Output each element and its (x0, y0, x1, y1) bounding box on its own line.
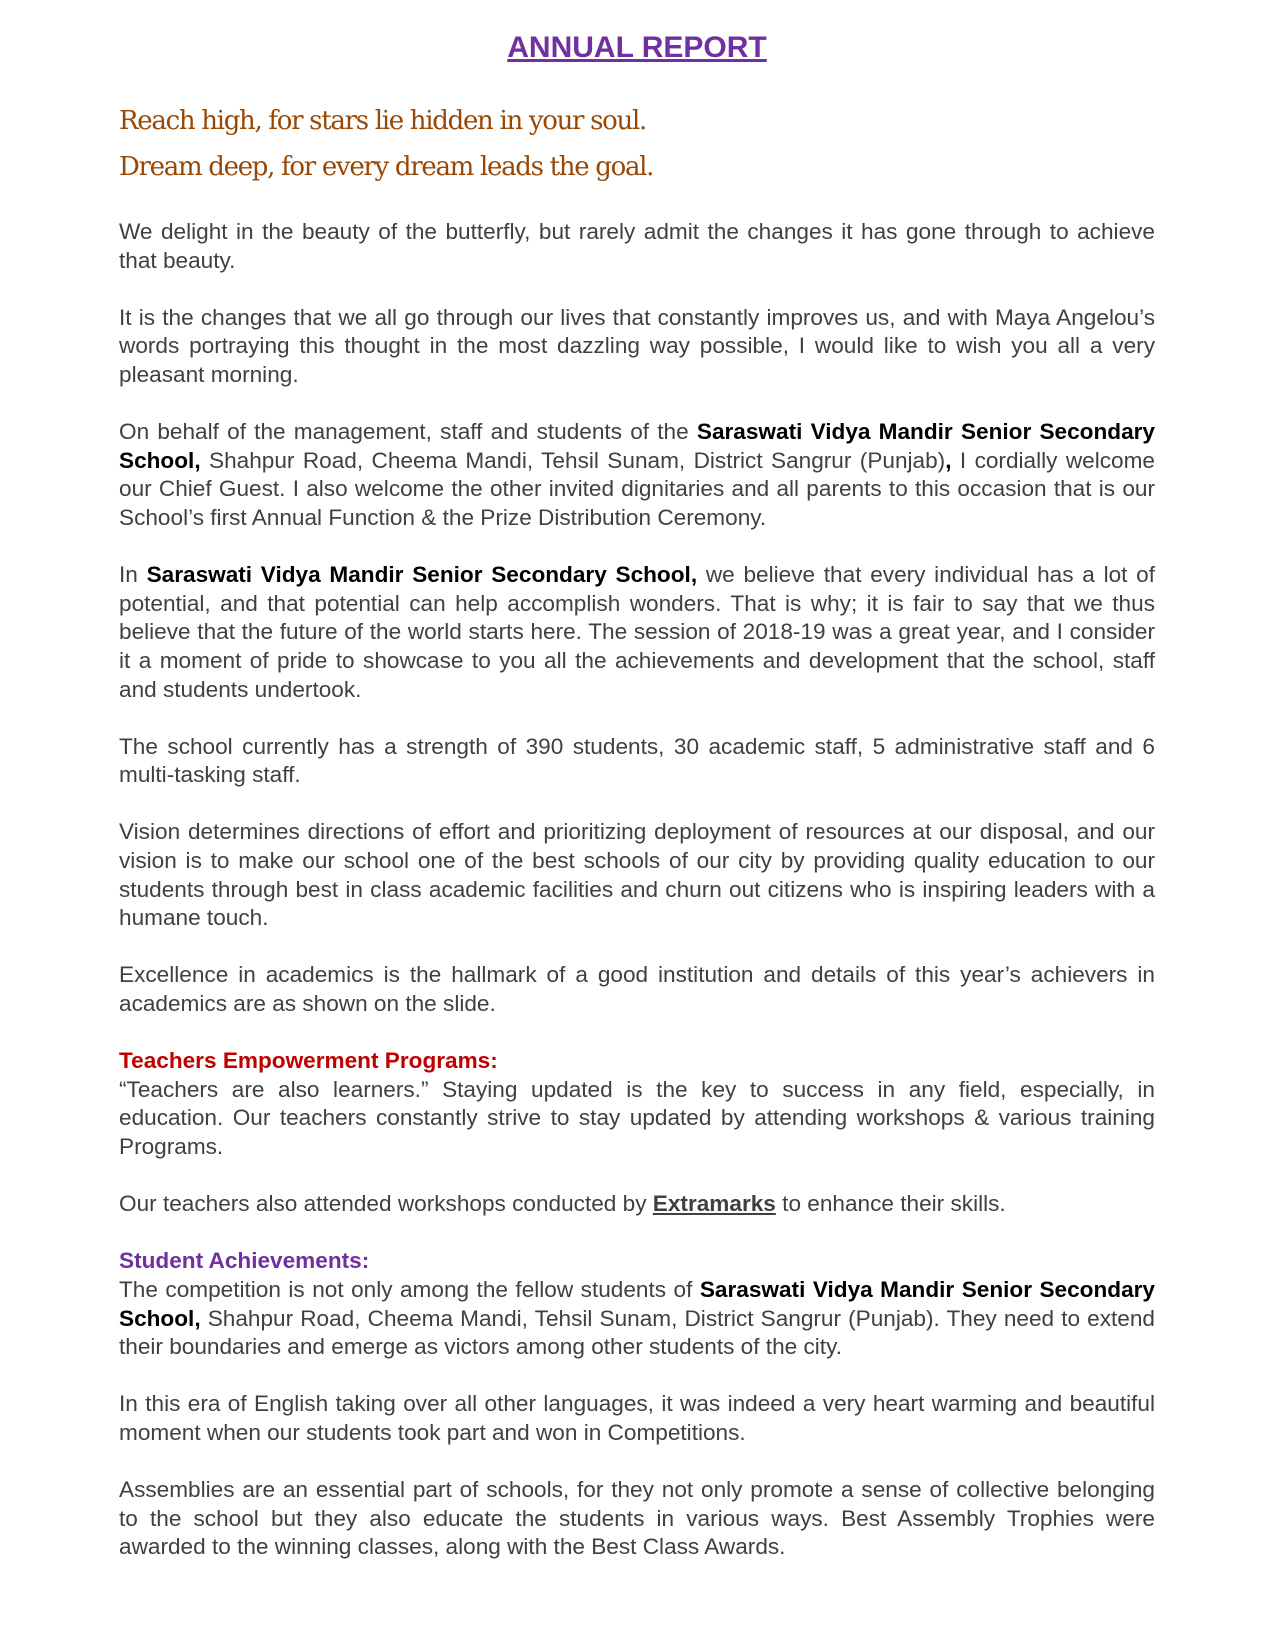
welcome-text-b: Shahpur Road, Cheema Mandi, Tehsil Sunam, District Sangrur (Punjab) (200, 447, 946, 473)
belief-text-b: we believe that every individual has a lot of potential, and that potential can help accomplish wonders. That is why; it is fair to say that we thus believe that the future of the world starts here. The session of 2018-19 was a great year, and I consider it a moment of pride to showcase to you all the achievements and development that the school, staff and students undertook. (119, 562, 1156, 702)
welcome-text-a: On behalf of the management, staff and students of the (119, 419, 697, 445)
workshops-text-a: Our teachers also attended workshops conducted by (119, 1191, 653, 1217)
teachers-heading: Teachers Empowerment Programs: (119, 1048, 498, 1074)
paragraph-workshops (119, 1190, 1155, 1219)
paragraph-assemblies: Assemblies are an essential part of schools, for they not only promote a sense of collective belonging to the school but they also educate the students in various ways. Best Assembly Trophies were awarded to the winning classes, along with the Best Class Awards. (119, 1477, 1155, 1560)
paragraph-english: In this era of English taking over all other languages, it was indeed a very heart warming and beautiful moment when our students took part and won in Competitions. (119, 1391, 1155, 1445)
welcome-comma: , (945, 447, 952, 473)
paragraph-strength: The school currently has a strength of 390 students, 30 academic staff, 5 administrative staff and 6 multi-tasking staff. (119, 733, 1155, 788)
welcome-text-c: I cordially welcome our Chief Guest. I also welcome the other invited dignitaries and all parents to this occasion that is our School’s first Annual Function & the Prize Distribution Ceremony. (119, 447, 1155, 530)
page-title: ANNUAL REPORT (507, 31, 767, 64)
paragraph-butterfly: We delight in the beauty of the butterfly, but rarely admit the changes it has gone through to achieve that beauty. (119, 219, 1155, 273)
belief-text-a: In (119, 562, 147, 588)
school-name: Saraswati Vidya Mandir Senior Secondary School, (146, 562, 698, 588)
quote-line-1: Reach high, for stars lie hidden in your soul. (119, 106, 646, 136)
school-name: Saraswati Vidya Mandir Senior Secondary School, (119, 1276, 1156, 1331)
paragraph-changes: It is the changes that we all go through our lives that constantly improves us, and with Maya Angelou’s words portraying this thought in the most dazzling way possible, I would like to wish you all a very pleasant morning. (119, 304, 1155, 387)
paragraph-teachers: “Teachers are also learners.” Staying updated is the key to success in any field, especially, in education. Our teachers constantly strive to stay updated by attending workshops & various training Programs. (119, 1076, 1155, 1159)
paragraph-excellence: Excellence in academics is the hallmark of a good institution and details of this year’s achievers in academics are as shown on the slide. (119, 962, 1155, 1017)
quote-line-2: Dream deep, for every dream leads the goal. (119, 152, 654, 182)
document-page (119, 28, 1155, 1591)
workshops-text-b: to enhance their skills. (775, 1191, 1006, 1217)
paragraph-vision: Vision determines directions of effort and prioritizing deployment of resources at our disposal, and our vision is to make our school one of the best schools of our city by providing quality education to our students through best in class academic facilities and churn out citizens who is inspiring leaders with a humane touch. (119, 819, 1155, 931)
competition-text-a: The competition is not only among the fellow students of (119, 1276, 700, 1302)
paragraph-competition (119, 1276, 1155, 1362)
paragraph-belief (119, 561, 1155, 704)
school-name: Saraswati Vidya Mandir Senior Secondary School, (119, 419, 1155, 473)
extramarks-link[interactable]: Extramarks (652, 1191, 776, 1217)
paragraph-welcome (119, 418, 1155, 532)
competition-text-b: Shahpur Road, Cheema Mandi, Tehsil Sunam, District Sangrur (Punjab). They need to extend their boundaries and emerge as victors among other students of the city. (119, 1305, 1155, 1360)
quote-block (119, 98, 1155, 190)
students-heading: Student Achievements: (119, 1248, 370, 1274)
